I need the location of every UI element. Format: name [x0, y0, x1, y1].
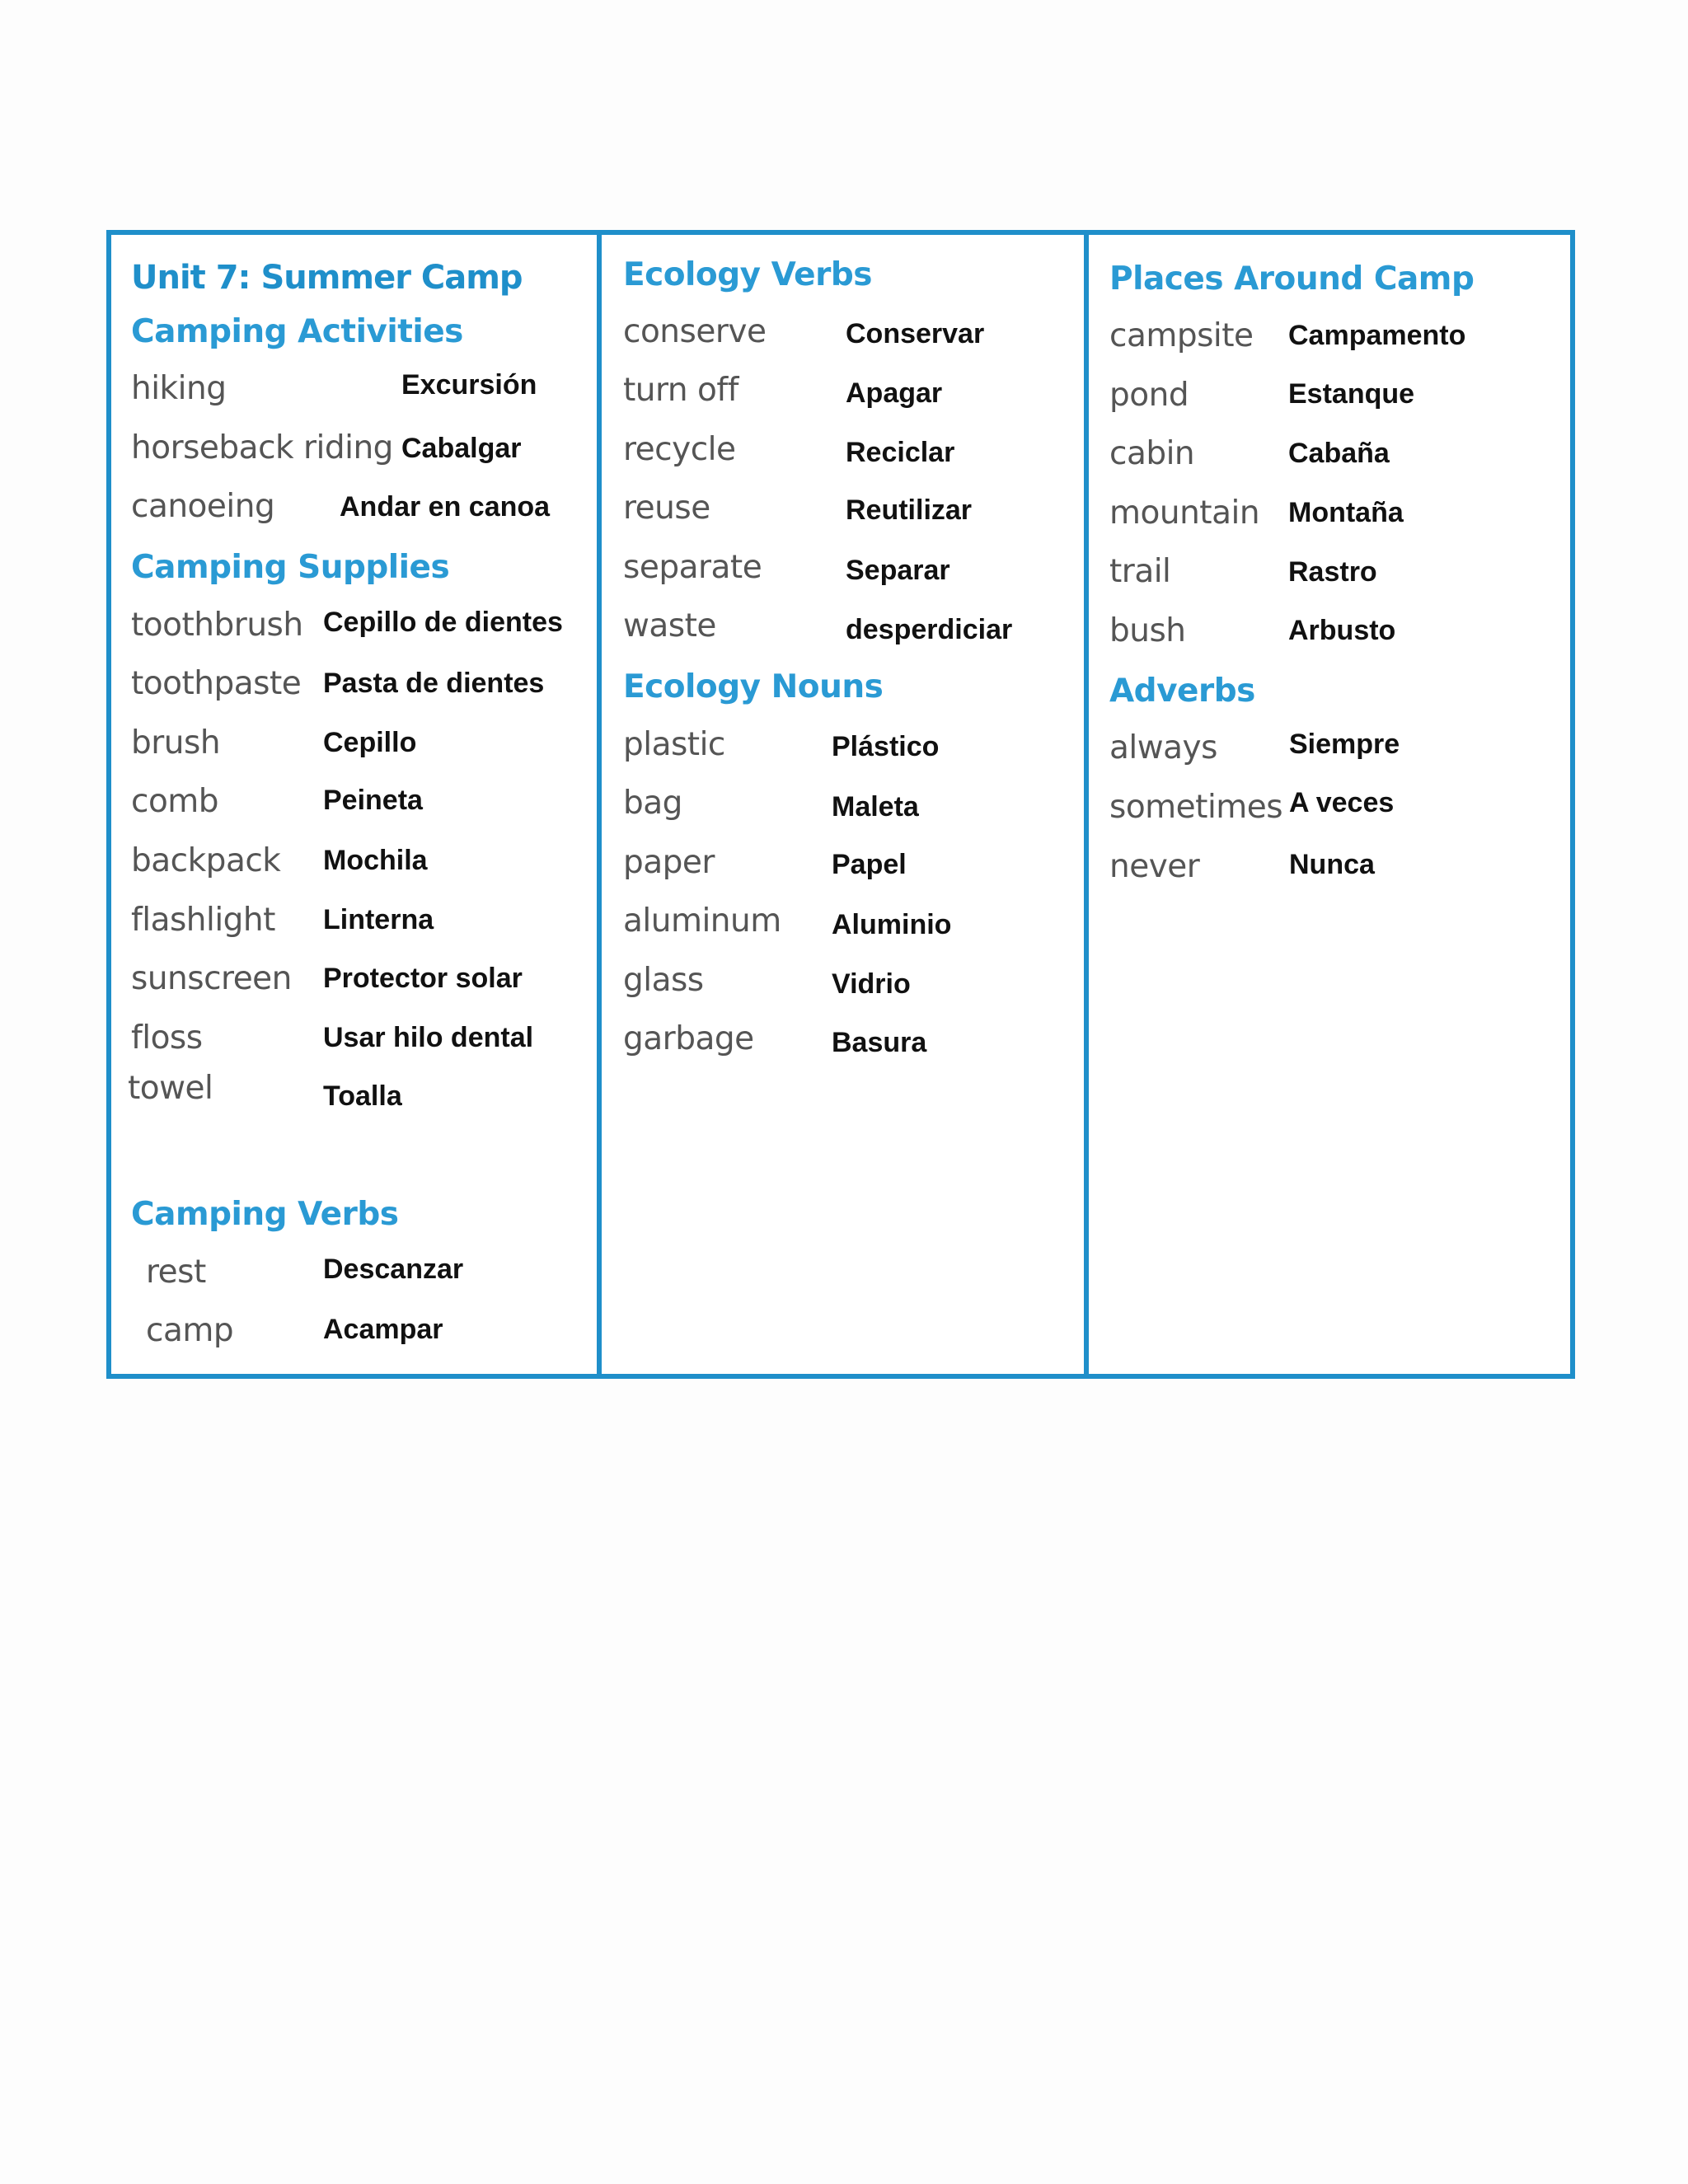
- english-word: turn off: [623, 372, 738, 409]
- spanish-word: Separar: [846, 555, 950, 586]
- spanish-word: A veces: [1289, 787, 1395, 818]
- section-heading-ecology-verbs: Ecology Verbs: [623, 256, 872, 293]
- spanish-word: Siempre: [1289, 729, 1400, 760]
- section-heading-camping-activities: Camping Activities: [131, 313, 463, 350]
- english-word: toothpaste: [131, 665, 302, 702]
- spanish-word: Protector solar: [323, 963, 523, 994]
- spanish-word: Cabalgar: [401, 433, 522, 464]
- spanish-word: Cepillo de dientes: [323, 607, 563, 638]
- english-word: garbage: [623, 1020, 754, 1057]
- spanish-word: Plástico: [832, 731, 940, 762]
- spanish-word: Descanzar: [323, 1254, 464, 1285]
- english-word: plastic: [623, 726, 725, 763]
- english-word: always: [1109, 729, 1217, 766]
- spanish-word: Reutilizar: [846, 494, 973, 526]
- spanish-word: Excursión: [401, 369, 537, 401]
- spanish-word: Peineta: [323, 785, 423, 816]
- english-word: waste: [623, 607, 716, 644]
- vocabulary-column-1: [111, 235, 602, 1374]
- english-word: brush: [131, 724, 221, 762]
- section-heading-places-around-camp: Places Around Camp: [1109, 260, 1475, 298]
- english-word: mountain: [1109, 494, 1260, 532]
- spanish-word: Papel: [832, 849, 907, 880]
- spanish-word: Campamento: [1288, 320, 1466, 351]
- spanish-word: Basura: [832, 1027, 927, 1058]
- spanish-word: Cabaña: [1288, 438, 1390, 469]
- spanish-word: Toalla: [323, 1080, 402, 1112]
- vocabulary-column-2: [602, 235, 1089, 1374]
- english-word: horseback riding: [131, 429, 393, 466]
- english-word: hiking: [131, 370, 227, 407]
- english-word: recycle: [623, 431, 736, 468]
- unit-title: Unit 7: Summer Camp: [131, 259, 523, 297]
- english-word: glass: [623, 962, 704, 999]
- spanish-word: Mochila: [323, 845, 428, 876]
- english-word: reuse: [623, 490, 710, 527]
- spanish-word: Usar hilo dental: [323, 1022, 534, 1053]
- spanish-word: Estanque: [1288, 378, 1415, 410]
- spanish-word: Reciclar: [846, 437, 955, 468]
- spanish-word: Andar en canoa: [340, 491, 551, 523]
- english-word: rest: [146, 1254, 206, 1291]
- section-heading-ecology-nouns: Ecology Nouns: [623, 668, 884, 705]
- english-word: paper: [623, 844, 715, 881]
- english-word: towel: [128, 1070, 213, 1107]
- spanish-word: Pasta de dientes: [323, 668, 545, 699]
- spanish-word: Maleta: [832, 791, 919, 823]
- english-word: flashlight: [131, 902, 275, 939]
- english-word: bush: [1109, 612, 1186, 649]
- spanish-word: Nunca: [1289, 849, 1375, 880]
- english-word: never: [1109, 848, 1200, 885]
- english-word: aluminum: [623, 902, 781, 940]
- section-heading-camping-supplies: Camping Supplies: [131, 549, 450, 586]
- english-word: trail: [1109, 553, 1171, 590]
- english-word: sunscreen: [131, 960, 292, 997]
- english-word: pond: [1109, 377, 1189, 414]
- english-word: comb: [131, 783, 219, 820]
- spanish-word: desperdiciar: [846, 614, 1013, 645]
- section-heading-camping-verbs: Camping Verbs: [131, 1196, 399, 1233]
- spanish-word: Vidrio: [832, 968, 911, 1000]
- spanish-word: Montaña: [1288, 497, 1404, 528]
- spanish-word: Acampar: [323, 1314, 443, 1345]
- english-word: backpack: [131, 842, 281, 879]
- spanish-word: Linterna: [323, 904, 434, 935]
- spanish-word: Conservar: [846, 318, 985, 349]
- spanish-word: Rastro: [1288, 556, 1377, 588]
- vocabulary-column-3: [1089, 235, 1570, 1374]
- spanish-word: Cepillo: [323, 727, 417, 758]
- english-word: toothbrush: [131, 607, 303, 644]
- english-word: separate: [623, 549, 762, 586]
- spanish-word: Apagar: [846, 377, 943, 409]
- vocabulary-sheet: [106, 230, 1575, 1379]
- english-word: floss: [131, 1019, 203, 1057]
- spanish-word: Arbusto: [1288, 615, 1396, 646]
- english-word: bag: [623, 785, 682, 822]
- english-word: canoeing: [131, 488, 275, 525]
- english-word: sometimes: [1109, 789, 1283, 826]
- english-word: camp: [146, 1312, 234, 1349]
- english-word: cabin: [1109, 435, 1195, 472]
- spanish-word: Aluminio: [832, 909, 952, 940]
- section-heading-adverbs: Adverbs: [1109, 673, 1255, 710]
- english-word: conserve: [623, 313, 767, 350]
- english-word: campsite: [1109, 317, 1254, 354]
